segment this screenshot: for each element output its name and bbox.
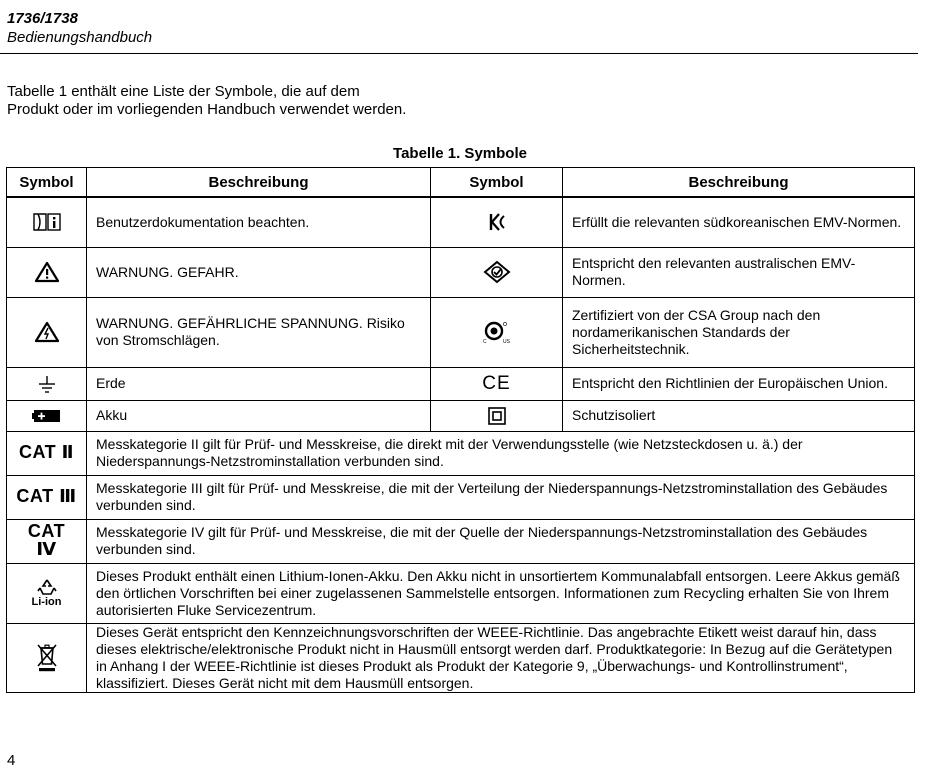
- symbol-cell: [431, 367, 563, 400]
- table-row: [7, 297, 915, 367]
- high-voltage-warning-icon: [34, 321, 60, 343]
- symbol-description: Messkategorie II gilt für Prüf- und Messkreise, die direkt mit der Verwendungsstelle (wie Netzsteckdosen u. ä.) der Niederspannungs-Netzstrominstallation verbunden sind.: [87, 431, 915, 475]
- header-divider: [0, 53, 918, 54]
- symbol-cell: [7, 431, 87, 475]
- symbol-description: Akku: [87, 400, 431, 431]
- symbol-description: Erde: [87, 367, 431, 400]
- column-header-symbol: Symbol: [7, 168, 87, 198]
- symbol-cell: [7, 197, 87, 247]
- table-row: [7, 367, 915, 400]
- model-title: 1736/1738: [7, 10, 78, 27]
- ce-mark-icon: CE: [482, 372, 511, 394]
- table-row: [7, 563, 915, 623]
- symbol-cell: [7, 247, 87, 297]
- table-header-row: [7, 168, 915, 198]
- cat-ii-label: CAT Ⅱ: [18, 442, 74, 462]
- symbol-description: WARNUNG. GEFAHR.: [87, 247, 431, 297]
- manual-title: Bedienungshandbuch: [7, 29, 153, 46]
- symbol-description: Schutzisoliert: [563, 400, 915, 431]
- symbol-description: Erfüllt die relevanten südkoreanischen EMV-Normen.: [563, 197, 915, 247]
- symbol-description: Benutzerdokumentation beachten.: [87, 197, 431, 247]
- symbol-cell: [431, 297, 563, 367]
- symbol-description: Dieses Gerät entspricht den Kennzeichnungsvorschriften der WEEE-Richtlinie. Das angebrachte Etikett weist darauf hin, dass dieses elektrische/elektronische Produkt nicht in Hausmüll entsorgt werden darf. Produktkategorie: In Bezug auf die Gerätetypen in Anhang I der WEEE-Richtlinie ist dieses Produkt als Produkt der Kategorie 9, „Überwachungs- und Kontrollinstrument“, klassifiziert. Dieses Gerät nicht mit dem Hausmüll entsorgen.: [87, 623, 915, 692]
- table-row: [7, 475, 915, 519]
- symbol-cell: [7, 563, 87, 623]
- recycle-icon: [37, 578, 57, 596]
- user-documentation-icon: [32, 212, 62, 232]
- double-insulation-icon: [487, 406, 507, 426]
- table-row: [7, 247, 915, 297]
- symbol-description: Messkategorie IV gilt für Prüf- und Messkreise, die mit der Quelle der Niederspannungs-Netzstrominstallation des Gebäudes verbunden sind.: [87, 519, 915, 563]
- kc-mark-icon: [488, 212, 506, 232]
- rcm-mark-icon: [483, 260, 511, 284]
- cat-iv-label: CAT Ⅳ: [27, 521, 66, 559]
- symbol-description: Entspricht den relevanten australischen EMV-Normen.: [563, 247, 915, 297]
- page-header: [7, 9, 152, 47]
- symbol-description: Messkategorie III gilt für Prüf- und Messkreise, die mit der Verteilung der Niederspannungs-Netzstrominstallation des Gebäudes verbunden sind.: [87, 475, 915, 519]
- csa-small-us-label: US: [502, 339, 510, 344]
- csa-small-c-label: C: [482, 339, 487, 344]
- battery-icon: [32, 408, 62, 424]
- table-row: [7, 623, 915, 692]
- symbol-cell: [7, 297, 87, 367]
- table-caption: Tabelle 1. Symbole: [393, 145, 527, 162]
- symbol-description: WARNUNG. GEFÄHRLICHE SPANNUNG. Risiko von Stromschlägen.: [87, 297, 431, 367]
- symbol-cell: [7, 623, 87, 692]
- column-header-symbol: Symbol: [431, 168, 563, 198]
- table-row: [7, 431, 915, 475]
- symbol-cell: [431, 400, 563, 431]
- warning-triangle-icon: [34, 261, 60, 283]
- intro-paragraph: Tabelle 1 enthält eine Liste der Symbole, die auf dem Produkt oder im vorliegenden Handbuch verwendet werden.: [7, 83, 407, 118]
- column-header-description: Beschreibung: [87, 168, 431, 198]
- table-row: [7, 197, 915, 247]
- symbol-cell: [431, 197, 563, 247]
- symbols-table: [6, 167, 915, 693]
- page-number: 4: [7, 752, 16, 769]
- csa-mark-icon: [482, 320, 512, 344]
- earth-ground-icon: [37, 374, 57, 394]
- column-header-description: Beschreibung: [563, 168, 915, 198]
- table-row: [7, 400, 915, 431]
- symbol-description: Entspricht den Richtlinien der Europäischen Union.: [563, 367, 915, 400]
- symbol-description: Dieses Produkt enthält einen Lithium-Ionen-Akku. Den Akku nicht in unsortiertem Kommunalabfall entsorgen. Leere Akkus gemäß den örtlichen Vorschriften bei einer zugelassenen Sammelstelle entsorgen. Informationen zum Recycling erhalten Sie von Ihrem autorisierten Fluke Servicezentrum.: [87, 563, 915, 623]
- table-row: [7, 519, 915, 563]
- symbol-description: Zertifiziert von der CSA Group nach den nordamerikanischen Standards der Sicherheitstechnik.: [563, 297, 915, 367]
- symbol-cell: [7, 519, 87, 563]
- symbol-cell: [7, 367, 87, 400]
- symbol-cell: [431, 247, 563, 297]
- li-ion-label: Li-ion: [31, 596, 62, 609]
- symbol-cell: [7, 400, 87, 431]
- weee-crossed-bin-icon: [35, 643, 59, 673]
- cat-iii-label: CAT Ⅲ: [16, 486, 77, 506]
- symbol-cell: [7, 475, 87, 519]
